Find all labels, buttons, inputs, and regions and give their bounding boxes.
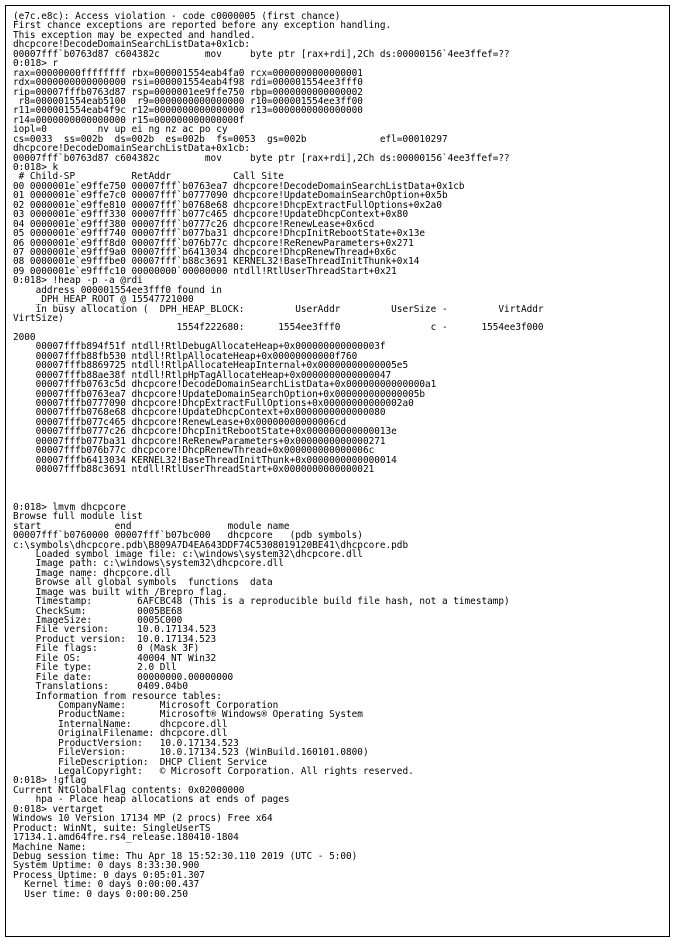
console-line: Loaded symbol image file: c:\windows\system32\dhcpcore.dll (13, 548, 363, 560)
console-line: r14=0000000000000000 r15=000000000000000f (13, 114, 245, 126)
console-line: Current NtGlobalFlag contents: 0x02000000 (13, 784, 245, 796)
console-line: 01 0000001e`e9ffe7c0 00007fff`b0777090 dhcpcore!UpdateDomainSearchOption+0x5b (13, 190, 448, 202)
console-line: ProductName: Microsoft® Windows® Operating System (13, 709, 363, 721)
console-line: OriginalFilename: dhcpcore.dll (13, 728, 228, 740)
console-line: 00007fffb894f51f ntdll!RtlDebugAllocateHeap+0x000000000000003f (13, 341, 386, 353)
console-line: LegalCopyright: © Microsoft Corporation. All rights reserved. (13, 766, 414, 777)
console-line: 17134.1.amd64fre.rs4_release.180410-1804 (13, 832, 239, 844)
console-line: 00007fffb0777c26 dhcpcore!DhcpInitRebootState+0x000000000000013e (13, 426, 397, 438)
console-line: This exception may be expected and handled. (13, 29, 256, 41)
console-line: 0:018> r (13, 58, 59, 70)
console-line: InternalName: dhcpcore.dll (13, 718, 228, 730)
console-line: CheckSum: 0005BE68 (13, 605, 183, 617)
console-line: 2000 (13, 331, 36, 343)
console-line: ProductVersion: 10.0.17134.523 (13, 737, 239, 749)
console-line: 05 0000001e`e9fff740 00007fff`b077ba31 dhcpcore!DhcpInitRebootState+0x13e (13, 228, 426, 240)
console-line: 08 0000001e`e9fffbe0 00007fff`b88c3691 KERNEL32!BaseThreadInitThunk+0x14 (13, 256, 420, 268)
console-line: Product: WinNt, suite: SingleUserTS (13, 822, 211, 834)
console-line: ImageSize: 0005C000 (13, 615, 183, 626)
console-line: 04 0000001e`e9fff380 00007fff`b0777c26 dhcpcore!RenewLease+0x6cd (13, 218, 375, 230)
console-line: r8=000001554eab5100 r9=0000000000000000 r10=000001554ee3ff00 (13, 95, 363, 107)
console-line: File version: 10.0.17134.523 (13, 624, 217, 636)
console-line: 00007fffb88c3691 ntdll!RtlUserThreadStart+0x0000000000000021 (13, 464, 375, 475)
console-line: 02 0000001e`e9ffe810 00007fff`b0768e68 dhcpcore!DhcpExtractFullOptions+0x2a0 (13, 199, 442, 211)
console-line: rax=00000000ffffffff rbx=000001554eab4fa0 rcx=0000000000000001 (13, 67, 363, 79)
console-text (6, 6, 669, 899)
console-line: Process Uptime: 0 days 0:05:01.307 (13, 869, 205, 881)
console-line: 00007fffb077ba31 dhcpcore!ReRenewParameters+0x0000000000000271 (13, 435, 386, 447)
console-line: Timestamp: 6AFCBC48 (This is a reproducible build file hash, not a timestamp) (13, 596, 510, 608)
console-line: FileVersion: 10.0.17134.523 (WinBuild.160101.0800) (13, 747, 369, 759)
console-line: rip=00007fffb0763d87 rsp=0000001ee9ffe750 rbp=0000000000000002 (13, 86, 363, 98)
console-line: (e7c.e8c): Access violation - code c0000005 (first chance) (13, 11, 341, 22)
console-line: 03 0000001e`e9fff330 00007fff`b077c465 dhcpcore!UpdateDhcpContext+0x80 (13, 209, 409, 221)
console-line: File flags: 0 (Mask 3F) (13, 643, 200, 655)
console-line: 00007fffb0777090 dhcpcore!DhcpExtractFullOptions+0x00000000000002a0 (13, 397, 414, 409)
console-line: FileDescription: DHCP Client Service (13, 756, 267, 768)
console-line: 00007fffb076b77c dhcpcore!DhcpRenewThread+0x000000000000006c (13, 445, 375, 457)
console-line: Machine Name: (13, 841, 87, 853)
console-line: 00007fffb6413034 KERNEL32!BaseThreadInitThunk+0x0000000000000014 (13, 454, 397, 466)
console-line: First chance exceptions are reported before any exception handling. (13, 20, 392, 32)
console-line: CompanyName: Microsoft Corporation (13, 699, 279, 711)
console-line: 09 0000001e`e9fffc10 00000000`00000000 ntdll!RtlUserThreadStart+0x21 (13, 265, 397, 277)
console-line: c:\symbols\dhcpcore.pdb\B809A7D4EA643DDF74C5308019120BE41\dhcpcore.pdb (13, 539, 409, 551)
console-line: File type: 2.0 Dll (13, 662, 177, 674)
console-line: 0:018> !heap -p -a @rdi (13, 275, 143, 287)
console-line: 00007fffb0763ea7 dhcpcore!UpdateDomainSearchOption+0x000000000000005b (13, 388, 426, 400)
console-line: hpa - Place heap allocations at ends of pages (13, 794, 290, 806)
console-line: Image was built with /Brepro flag. (13, 586, 228, 598)
console-line: 00007fff`b0760000 00007fff`b07bc000 dhcpcore (pdb symbols) (13, 530, 363, 542)
console-line: Product version: 10.0.17134.523 (13, 633, 217, 645)
console-line: 00007fffb8869725 ntdll!RtlpAllocateHeapInternal+0x00000000000005e5 (13, 360, 409, 372)
console-line: User time: 0 days 0:00:00.250 (13, 888, 188, 900)
console-line: 00007fffb0768e68 dhcpcore!UpdateDhcpContext+0x0000000000000080 (13, 407, 386, 419)
console-line: Image name: dhcpcore.dll (13, 567, 172, 579)
console-line: System Uptime: 0 days 8:33:30.900 (13, 860, 200, 872)
console-line: 0:018> !gflag (13, 775, 87, 787)
console-line: 00007fff`b0763d87 c604382c mov byte ptr [rax+rdi],2Ch ds:00000156`4ee3ffef=?? (13, 48, 510, 60)
console-line: Windows 10 Version 17134 MP (2 procs) Free x64 (13, 813, 273, 825)
console-line: Browse all global symbols functions data (13, 577, 273, 589)
console-line: 0:018> vertarget (13, 803, 104, 815)
console-line: 00 0000001e`e9ffe750 00007fff`b0763ea7 dhcpcore!DecodeDomainSearchListData+0x1cb (13, 180, 465, 192)
console-line: File date: 00000000.00000000 (13, 671, 234, 683)
console-line: Image path: c:\windows\system32\dhcpcore.dll (13, 558, 284, 570)
console-line: Debug session time: Thu Apr 18 15:52:30.110 2019 (UTC - 5:00) (13, 850, 358, 862)
console-line: cs=0033 ss=002b ds=002b es=002b fs=0053 gs=002b efl=00010297 (13, 133, 448, 145)
console-line: Kernel time: 0 days 0:00:00.437 (13, 879, 200, 891)
console-line: 00007fffb0763c5d dhcpcore!DecodeDomainSearchListData+0x00000000000000a1 (13, 379, 437, 391)
console-line (13, 474, 669, 483)
console-line: 0:018> lmvm dhcpcore (13, 501, 126, 513)
console-line: 1554f222680: 1554ee3fff0 c - 1554ee3f000 (13, 322, 544, 334)
console-line: 00007fff`b0763d87 c604382c mov byte ptr [rax+rdi],2Ch ds:00000156`4ee3ffef=?? (13, 152, 510, 164)
console-line: r11=000001554eab4f9c r12=0000000000000000 r13=0000000000000000 (13, 105, 363, 117)
console-line: 00007fffb077c465 dhcpcore!RenewLease+0x00000000000006cd (13, 416, 347, 428)
console-line: VirtSize) (13, 313, 64, 324)
console-line: start end module name (13, 520, 290, 532)
console-line: # Child-SP RetAddr Call Site (13, 171, 284, 183)
console-line: address 000001554ee3fff0 found in (13, 284, 222, 296)
console-line: 00007fffb88ae38f ntdll!RtlpHpTagAllocateHeap+0x0000000000000047 (13, 369, 392, 381)
console-line: dhcpcore!DecodeDomainSearchListData+0x1cb: (13, 39, 251, 51)
debugger-output-panel (5, 5, 670, 937)
console-line: 00007fffb88fb530 ntdll!RtlpAllocateHeap+0x00000000000f760 (13, 350, 358, 362)
console-line: 06 0000001e`e9fff8d0 00007fff`b076b77c dhcpcore!ReRenewParameters+0x271 (13, 237, 414, 249)
console-line: Translations: 0409.04b0 (13, 681, 188, 693)
console-line: 07 0000001e`e9fff9a0 00007fff`b6413034 dhcpcore!DhcpRenewThread+0x6c (13, 246, 397, 258)
console-line: _DPH_HEAP_ROOT @ 15547721000 (13, 294, 194, 306)
console-line: in busy allocation ( DPH_HEAP_BLOCK: UserAddr UserSize - VirtAddr (13, 303, 544, 315)
console-line: Information from resource tables: (13, 690, 222, 702)
console-line: File OS: 40004 NT Win32 (13, 652, 217, 664)
console-line: Browse full module list (13, 511, 143, 523)
console-line: rdx=0000000000000000 rsi=000001554eab4f98 rdi=000001554ee3fff0 (13, 77, 363, 89)
console-line: 0:018> k (13, 162, 59, 173)
console-line: dhcpcore!DecodeDomainSearchListData+0x1cb: (13, 143, 251, 155)
console-line: iopl=0 nv up ei ng nz ac po cy (13, 124, 228, 136)
console-line (13, 484, 669, 493)
